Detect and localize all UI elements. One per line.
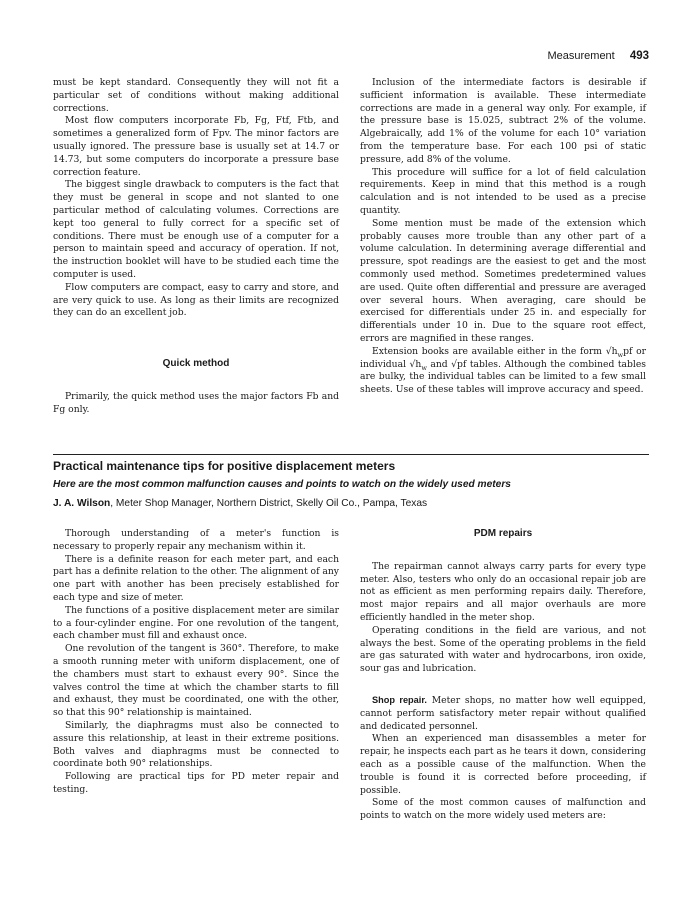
page-number: 493 (629, 50, 649, 62)
section-title: Measurement (547, 50, 615, 62)
bottom-left-column (53, 528, 339, 797)
paragraph (360, 346, 646, 397)
shop-repair-runin: Shop repair. (372, 694, 427, 705)
top-left-column (53, 77, 339, 417)
paragraph: Thorough understanding of a meter's function is necessary to properly repair any mechanism within it. (53, 528, 339, 552)
paragraph: There is a definite reason for each meter part, and each part has a definite relation to the other. The alignment of any one part with another has been precisely established for each type and size of meter. (53, 553, 339, 603)
section-divider (53, 454, 649, 455)
article-title: Practical maintenance tips for positive displacement meters (53, 459, 396, 473)
paragraph: Some of the most common causes of malfunction and points to watch on the more widely used meters are: (360, 797, 646, 822)
subscript: w (617, 350, 624, 359)
text-run: and √pf tables. Although the combined tables are bulky, the individual tables can be limited to a few small sheets. Use of these tables will improve accuracy and speed. (360, 358, 646, 396)
paragraph: Most flow computers incorporate Fb, Fg, Ftf, Ftb, and sometimes a generalized form of Fpv. The minor factors are usually ignored. The pressure base is usually set at 14.7 or 14.73, but some computers do incorporate a pressure base correction feature. (53, 115, 339, 178)
quick-method-heading: Quick method (162, 358, 230, 370)
paragraph: The biggest single drawback to computers is the fact that they must be general in scope and not slanted to one particular method of calculating volumes. Corrections are kept too general to fully correct for a specific set of conditions. There must be enough use of a computer for a person to maintain speed and accuracy of operation. If not, the instruction booklet will have to be studied each time the computer is used. (53, 179, 339, 280)
paragraph: The repairman cannot always carry parts for every type meter. Also, testers who only do an occasional repair job are not as efficient as men performing repairs daily. Therefore, most major repairs and all major overhauls are more efficiently handled in the meter shop. (360, 560, 646, 623)
byline (53, 498, 427, 509)
text-run: Extension books are available either in the form √h (372, 345, 618, 357)
paragraph: Operating conditions in the field are various, and not always the best. Some of the operating problems in the field are gas saturated with water and hydrocarbons, iron oxide, sour gas and lubrication. (360, 624, 646, 675)
paragraph: Following are practical tips for PD meter repair and testing. (53, 771, 339, 795)
paragraph: must be kept standard. Consequently they will not fit a particular set of conditions without making additional corrections. (53, 77, 339, 114)
subscript: w (421, 363, 427, 372)
paragraph: Some mention must be made of the extension which probably causes more trouble than any other part of a volume calculation. In determining average differential and pressure, spot readings are the easiest to get and the most commonly used method. Sometimes predetermined values are used. Quite often differential and pressure are averaged over several hours. When averaging, care should be exercised for differentials under 25 in. and especially for differentials under 10 in. Due to the square root effect, errors are magnified in these ranges. (360, 217, 646, 344)
article-subtitle: Here are the most common malfunction causes and points to watch on the widely used meters (53, 479, 511, 490)
paragraph: The functions of a positive displacement meter are similar to a four-cylinder engine. For one revolution of the tangent, each chamber must fill and exhaust once. (53, 604, 339, 642)
bottom-right-column (360, 528, 646, 823)
paragraph: Similarly, the diaphragms must also be connected to assure this relationship, at least in their extreme positions. Both valves and diaphragms must be connected to coordinate both 90° relationships. (53, 719, 339, 770)
paragraph: Flow computers are compact, easy to carry and store, and are very quick to use. As long as their limits are recognized they can do an excellent job. (53, 281, 339, 319)
paragraph: When an experienced man disassembles a meter for repair, he inspects each part as he tears it down, considering each as a possible cause of the malfunction. When the trouble is found it is corrected before proceeding, if possible. (360, 733, 646, 796)
top-right-column (360, 77, 646, 397)
author-affiliation: , Meter Shop Manager, Northern District, Skelly Oil Co., Pampa, Texas (110, 498, 428, 509)
text-run: Meter shops, no matter how well equipped, cannot perform satisfactory meter repair without qualified and dedicated personnel. (360, 694, 646, 732)
running-head (547, 50, 649, 62)
text-run: pf or individual √h (360, 345, 646, 370)
pdm-repairs-heading: PDM repairs (473, 528, 533, 539)
paragraph (360, 694, 646, 733)
paragraph: Primarily, the quick method uses the major factors Fb and Fg only. (53, 390, 339, 415)
paragraph: One revolution of the tangent is 360°. Therefore, to make a smooth running meter with uniform displacement, one of the chambers must start to exhaust every 90°. Since the valves control the time at which the chamber starts to fill and exhaust, they must be coordinated, one with the other, so that this 90° relationship is maintained. (53, 643, 339, 719)
paragraph: This procedure will suffice for a lot of field calculation requirements. Keep in mind that this method is a rough calculation and is not intended to be used as a precise quantity. (360, 166, 646, 216)
paragraph: Inclusion of the intermediate factors is desirable if sufficient information is available. These intermediate corrections are made in a general way only. For example, if the pressure base is 15.025, subtract 2% of the volume. Algebraically, add 1% of the volume for each 10° variation from the temperature base. For each 100 psi of static pressure, add 8% of the volume. (360, 77, 646, 165)
author-name: J. A. Wilson (53, 498, 111, 509)
